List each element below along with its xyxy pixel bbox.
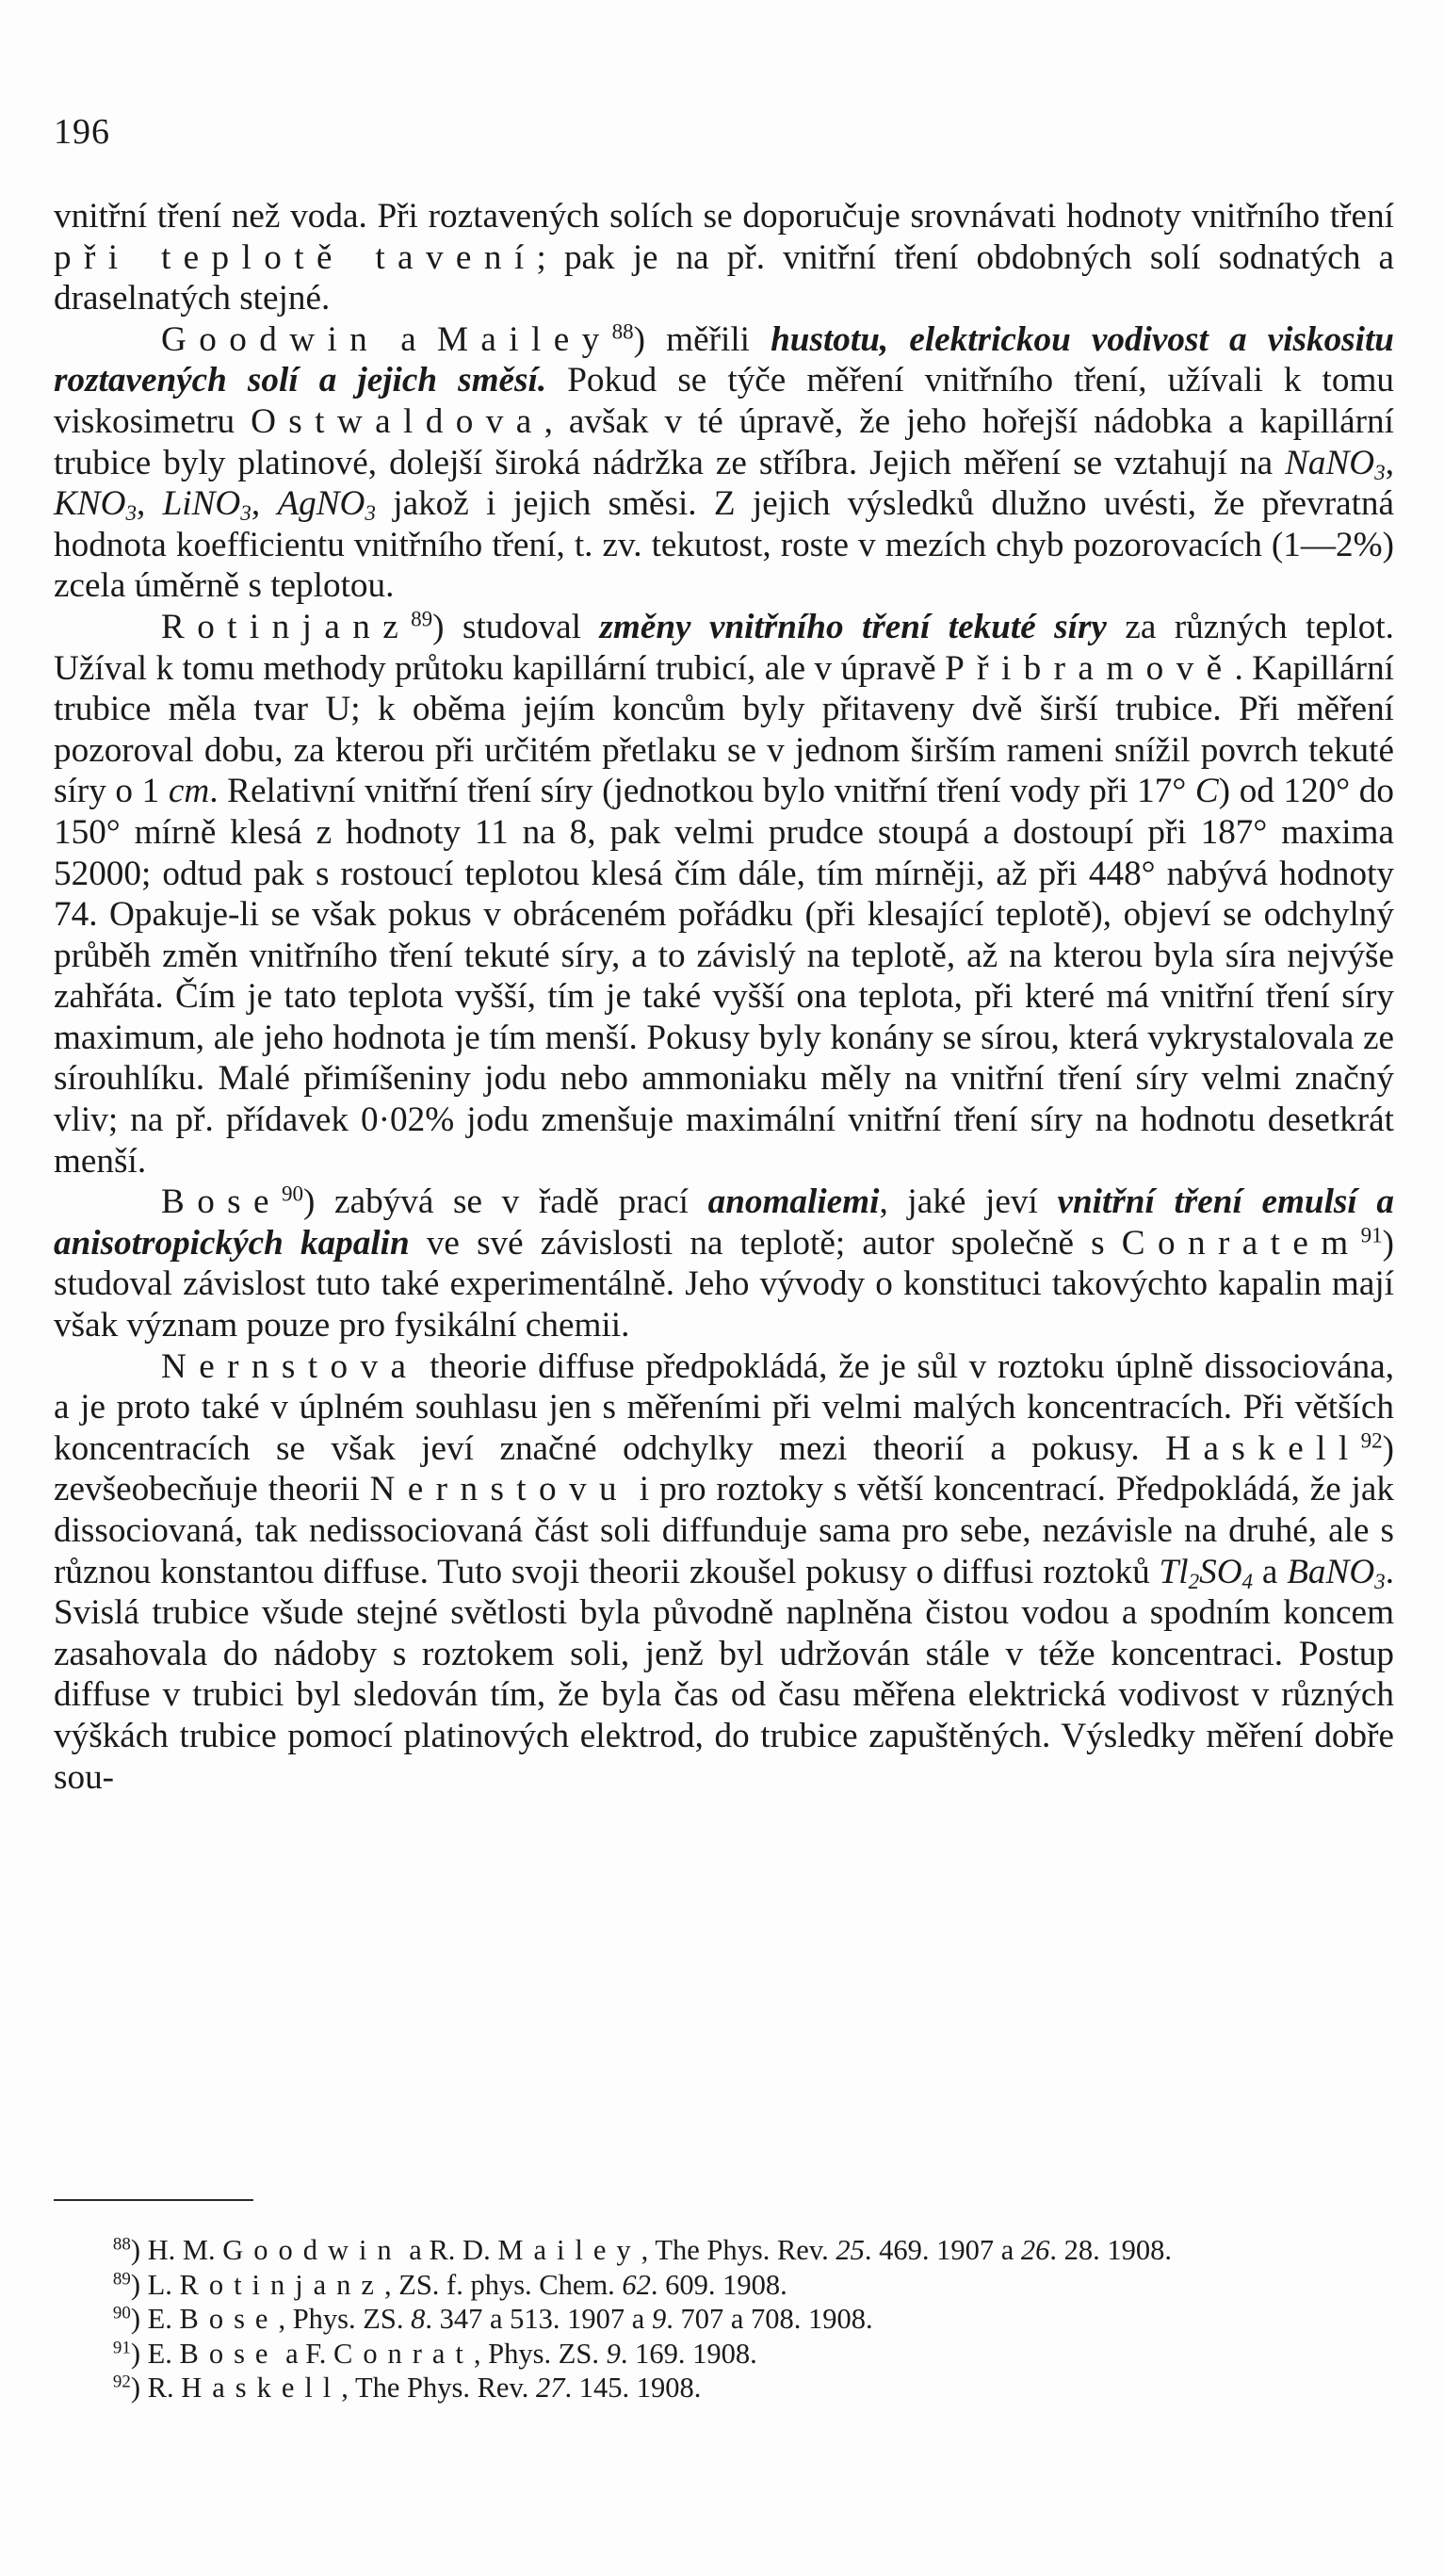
text-run: , jaké jeví xyxy=(879,1182,1058,1222)
italic-emphasis: změny vnitřního tření tekuté síry xyxy=(599,607,1107,646)
author-name: Bose xyxy=(179,2337,279,2370)
author-name: Haskell xyxy=(181,2372,342,2404)
text-run: ve své závislosti na teplotě; autor společně s xyxy=(409,1223,1122,1263)
author-name: Mailey xyxy=(436,319,612,359)
footnote-90: $^{90}$) E. Bose, Phys. ZS. 8. 347 a 513. 1907 a 9. 707 a 708. 1908. xyxy=(54,2302,1394,2337)
text-run: , xyxy=(251,484,278,524)
text-run: , xyxy=(137,484,163,524)
text-run: ) zabývá se v řadě prací xyxy=(303,1182,708,1222)
text-run: jakož i jejich směsi. Z jejich výsledků dlužno uvésti, že převratná hodnota koefficientu vnitřního tření, t. zv. tekutost, roste v mezích chyb pozorovacích (1—2%) zcela úměrně s teplotou. xyxy=(54,484,1395,606)
chemical-formula: AgNO$_3$ xyxy=(277,484,376,525)
footnote-number: $^{88}$) xyxy=(112,2234,140,2266)
text-run: . Kapillární trubice měla tvar U; k oběma jejím koncům byly přitaveny dvě širší trubice. Při měření pozoroval dobu, za kterou při určitém přetlaku se v jednom širším rameni snížil povrch tekuté síry o 1 xyxy=(54,648,1394,811)
author-name: Goodwin xyxy=(222,2234,402,2266)
italic-emphasis: anomaliemi xyxy=(707,1182,880,1222)
spaced-emphasis: při teplotě tavení xyxy=(54,237,537,277)
text-run: ) studoval xyxy=(432,607,600,646)
text-run: i pro roztoky s větší koncentrací. Předpokládá, že jak dissociovaná, tak nedissociovaná část soli diffunduje sama pro sebe, nezávisle na druhé, ale s různou konstantou diffuse. Tuto svoji theorii zkoušel pokusy o diffusi roztoků xyxy=(54,1470,1394,1591)
volume-number: 9 xyxy=(606,2337,621,2370)
text-run: za různých teplot. Užíval k tomu methody průtoku kapillární trubicí, ale v úpravě xyxy=(54,607,1394,688)
footnote-91: $^{91}$) E. Bose a F. Conrat, Phys. ZS. 9. 169. 1908. xyxy=(54,2337,1394,2372)
footnotes xyxy=(54,2233,1394,2405)
author-name: Conrat xyxy=(333,2337,474,2370)
chemical-formula: $KNO_3$ xyxy=(54,484,137,525)
text-run: a xyxy=(1253,1552,1288,1591)
footnote-number: $^{89}$) xyxy=(112,2268,140,2301)
text-run: ; pak je na př. vnitřní tření obdobných solí sodnatých a draselnatých stejné. xyxy=(54,237,1394,318)
author-name: Nernstovu xyxy=(369,1470,629,1509)
volume-number: 62 xyxy=(622,2268,651,2301)
author-name: Bose xyxy=(179,2303,279,2335)
chemical-formula: BaNO$_3$ xyxy=(1287,1552,1386,1593)
author-name: Goodwin xyxy=(161,319,381,359)
author-name: Conratem xyxy=(1121,1223,1361,1263)
unit: cm xyxy=(168,772,210,811)
footnote-ref: 92 xyxy=(1360,1427,1383,1453)
author-name: Mailey xyxy=(497,2234,641,2266)
chemical-formula: NaNO$_3$ xyxy=(1285,443,1386,484)
text-run: vnitřní tření než voda. Při roztavených solích se doporučuje srovnávati hodnoty vnitřního tření xyxy=(54,197,1394,236)
footnote-ref: 91 xyxy=(1360,1222,1383,1247)
paragraph-4 xyxy=(54,1182,1394,1345)
paragraph-3 xyxy=(54,607,1394,1182)
volume-number: 27 xyxy=(535,2372,565,2404)
volume-number: 25 xyxy=(836,2234,865,2266)
author-name: Rotinjanz xyxy=(179,2268,384,2301)
unit: C xyxy=(1194,772,1219,811)
text-run: . Svislá trubice všude stejné světlosti byla původně naplněna čistou vodou a spodním koncem zasahovala do nádoby s roztokem soli, jenž byl udržován stále v téže koncentraci. Postup diffuse v trubici byl sledován tím, že byla čas od času měřena elektrická vodivost v různých výškách trubice pomocí platinových elektrod, do trubice zapuštěných. Výsledky měření dobře sou- xyxy=(54,1552,1394,1797)
chemical-formula: $Tl_2SO_4$ xyxy=(1159,1552,1254,1593)
paragraph-1 xyxy=(54,196,1394,319)
volume-number: 9 xyxy=(651,2303,667,2335)
footnote-number: $^{90}$) xyxy=(112,2303,140,2335)
author-name: Ostwaldova xyxy=(251,401,544,441)
text-run: ) studoval závislost tuto také experimentálně. Jeho vývody o konstituci takovýchto kapalin mají však význam pouze pro fysikální chemii. xyxy=(54,1223,1395,1345)
footnote-divider xyxy=(54,2199,253,2201)
volume-number: 26 xyxy=(1020,2234,1050,2266)
italic-emphasis: hustotu, elektrickou vodivost a viskositu roztavených solí a jejich směsí. xyxy=(54,319,1394,400)
volume-number: 8 xyxy=(411,2303,426,2335)
footnote-92: $^{92}$) R. Haskell, The Phys. Rev. 27. 145. 1908. xyxy=(54,2371,1394,2405)
paragraph-5 xyxy=(54,1346,1394,1799)
author-name: Nernstova xyxy=(161,1346,419,1386)
text-run: Pokud se týče měření vnitřního tření, užívali k tomu viskosimetru xyxy=(54,361,1394,441)
footnote-number: $^{91}$) xyxy=(112,2337,140,2370)
text-run: , avšak v té úpravě, že jeho hořejší nádobka a kapillární trubice byly platinové, dolejší široká nádržka ze stříbra. Jejich měření se vztahují na xyxy=(54,401,1394,482)
paragraph-2 xyxy=(54,319,1394,607)
footnote-89: $^{89}$) L. Rotinjanz, ZS. f. phys. Chem. 62. 609. 1908. xyxy=(54,2268,1394,2303)
footnote-ref: 90 xyxy=(281,1181,303,1206)
text-run: ) zevšeobecňuje theorii xyxy=(54,1428,1394,1509)
body-text xyxy=(54,196,1394,1798)
page-number: 196 xyxy=(54,112,110,152)
footnote-88: $^{88}$) H. M. Goodwin a R. D. Mailey, The Phys. Rev. 25. 469. 1907 a 26. 28. 1908. xyxy=(54,2233,1394,2268)
text-run: theorie diffuse předpokládá, že je sůl v roztoku úplně dissociována, a je proto také v úplném souhlasu jen s měřeními při velmi malých koncentracích. Při větších koncentracích se však jeví značné odchylky mezi theorií a pokusy. xyxy=(54,1346,1394,1468)
text-run: ) od 120° do 150° mírně klesá z hodnoty 11 na 8, pak velmi prudce stoupá a dostoupí při 187° maxima 52000; odtud pak s rostoucí teplotou klesá čím dále, tím mírněji, až při 448° nabývá hodnoty 74. Opakuje-li se však pokus v obráceném pořádku (při klesající teplotě), objeví se odchylný průběh změn vnitřního tření tekuté síry, a to závislý na teplotě, až na kterou byla síra nejvýše zahřáta. Čím je tato teplota vyšší, tím je také vyšší ona teplota, při které má vnitřní tření síry maximum, ale jeho hodnota je tím menší. Pokusy byly konány se sírou, která vykrystalovala ze sírouhlíku. Malé přimíšeniny jodu nebo ammoniaku měly na vnitřní tření síry velmi značný vliv; na př. přídavek 0·02% jodu zmenšuje maximální vnitřní tření síry na hodnotu desetkrát menší. xyxy=(54,772,1394,1181)
footnote-ref: 88 xyxy=(611,318,634,344)
text-run: . Relativní vnitřní tření síry (jednotkou bylo vnitřní tření vody při 17° xyxy=(209,772,1195,811)
author-name: Rotinjanz xyxy=(161,607,412,646)
author-name: Haskell xyxy=(1165,1428,1361,1468)
text-run: , xyxy=(1385,443,1394,482)
author-name: Přibramově xyxy=(945,648,1235,688)
author-name: Bose xyxy=(161,1182,282,1222)
text-run: a xyxy=(380,319,437,359)
footnote-ref: 89 xyxy=(411,606,433,631)
italic-emphasis: vnitřní tření emulsí a anisotropických kapalin xyxy=(54,1182,1394,1263)
chemical-formula: LiNO$_3$ xyxy=(162,484,251,525)
footnote-number: $^{92}$) xyxy=(112,2372,140,2404)
text-run: ) měřili xyxy=(633,319,771,359)
